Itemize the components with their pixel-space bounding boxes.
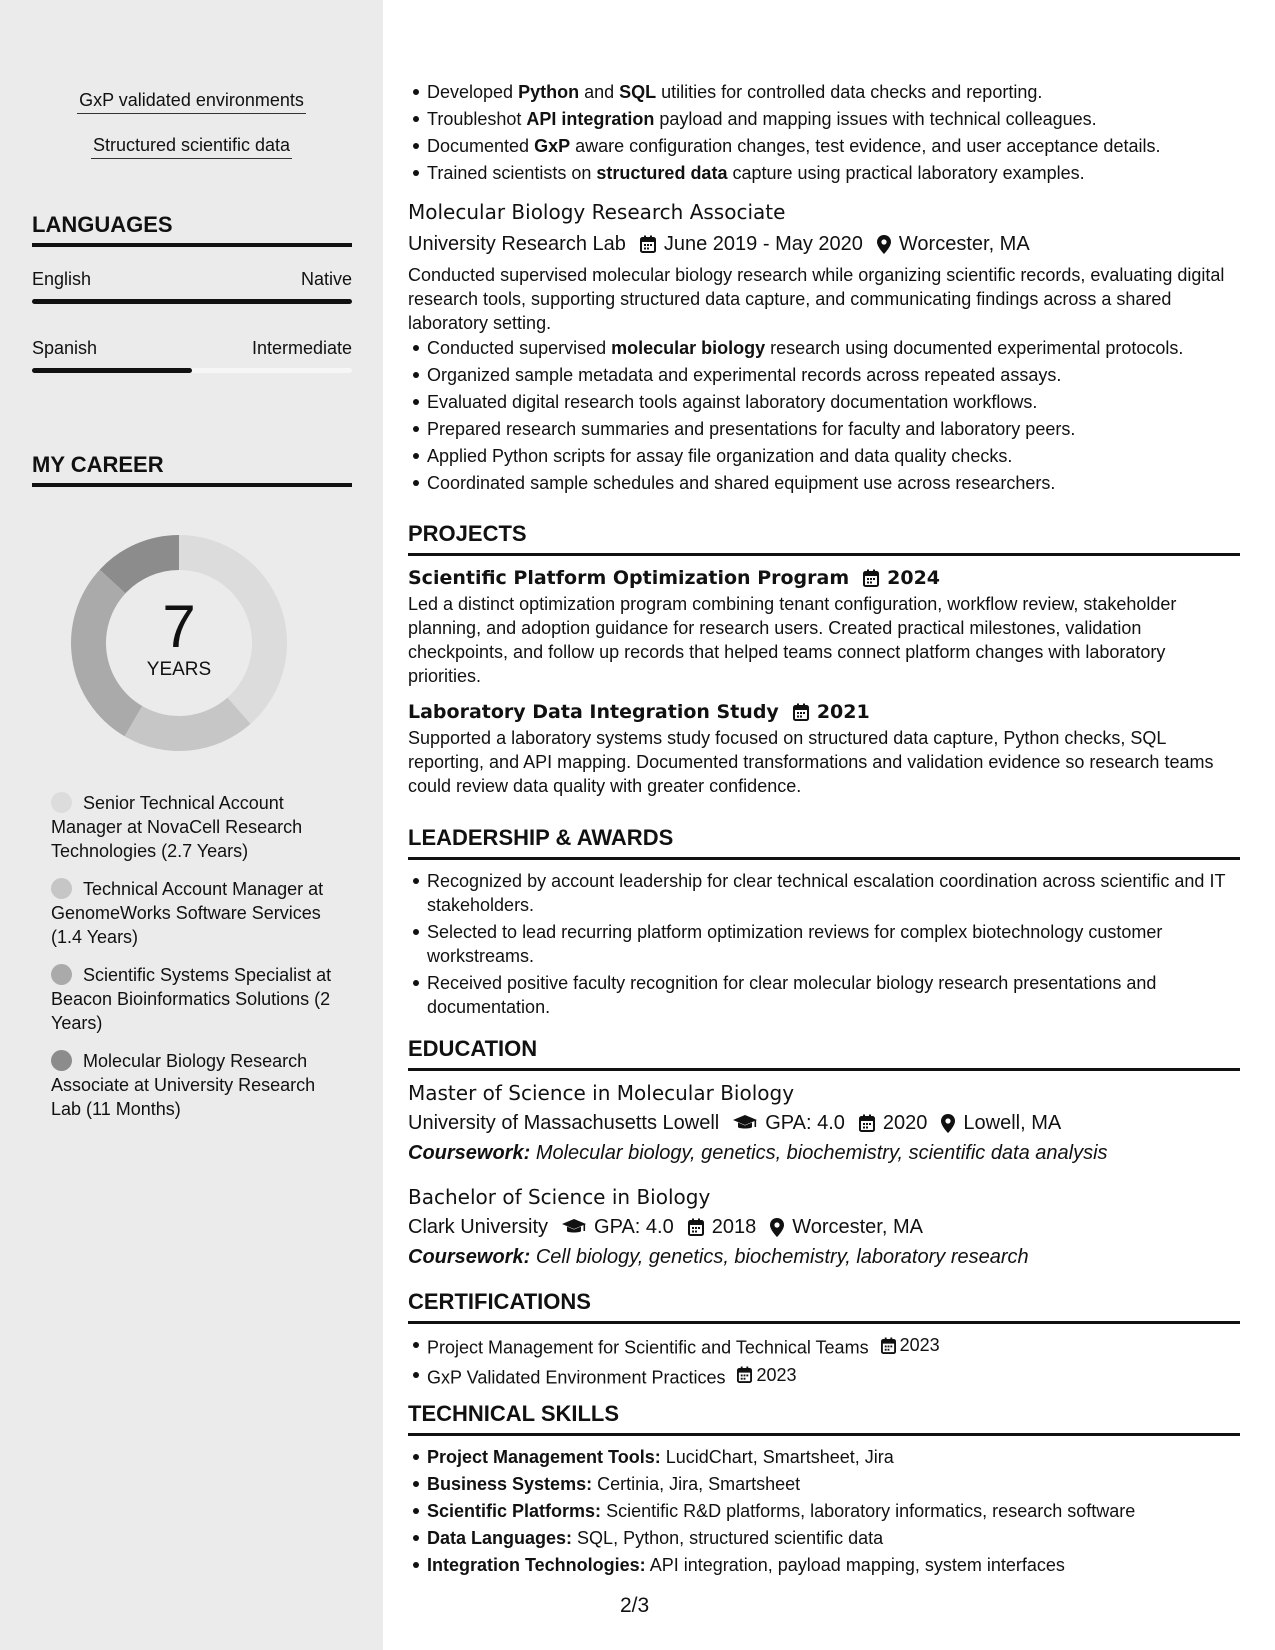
skill-item: Integration Technologies: API integration, payload mapping, system interfaces	[408, 1553, 1240, 1577]
projects-heading: PROJECTS	[408, 520, 1240, 556]
graduation-cap-icon	[733, 1115, 757, 1131]
career-legend-item: Senior Technical Account Manager at NovaCell Research Technologies (2.7 Years)	[51, 793, 303, 861]
graduation-cap-icon	[562, 1219, 586, 1235]
career-legend-item: Molecular Biology Research Associate at University Research Lab (11 Months)	[51, 1051, 316, 1119]
degree-title: Master of Science in Molecular Biology	[408, 1081, 795, 1105]
bullet-item: Trained scientists on structured data capture using practical laboratory examples.	[408, 161, 1240, 185]
bullet-item: Conducted supervised molecular biology research using documented experimental protocols.	[408, 336, 1240, 360]
career-total-years: 7	[162, 593, 196, 660]
legend-dot	[51, 964, 72, 985]
previous-job-bullets	[408, 80, 1240, 185]
language-name: Spanish	[32, 338, 98, 358]
skill-tag: GxP validated environments	[0, 88, 383, 114]
bullet-item: Organized sample metadata and experimental records across repeated assays.	[408, 363, 1240, 387]
legend-dot	[51, 1050, 72, 1071]
bullet-item: Applied Python scripts for assay file organization and data quality checks.	[408, 444, 1240, 468]
bullet-item: Selected to lead recurring platform optimization reviews for complex biotechnology customer workstreams.	[408, 920, 1240, 968]
career-legend-item: Technical Account Manager at GenomeWorks Software Services (1.4 Years)	[51, 879, 324, 947]
graduation-year: 2018	[711, 1216, 757, 1238]
bullet-item: Received positive faculty recognition for clear molecular biology research presentations and documentation.	[408, 971, 1240, 1019]
bullet-item: Developed Python and SQL utilities for controlled data checks and reporting.	[408, 80, 1240, 104]
coursework: Coursework: Cell biology, genetics, biochemistry, laboratory research	[408, 1246, 1029, 1268]
job-company: University Research Lab	[408, 233, 626, 255]
project-title: Laboratory Data Integration Study 2021	[408, 698, 1240, 726]
job-meta	[408, 230, 1240, 258]
job-bullets	[408, 336, 1240, 495]
project-title: Scientific Platform Optimization Program 2024	[408, 564, 1240, 592]
skill-item: Business Systems: Certinia, Jira, Smartsheet	[408, 1472, 1240, 1496]
location-pin-icon	[770, 1218, 784, 1237]
project-year: 2021	[816, 701, 870, 723]
gpa: GPA: 4.0	[765, 1112, 845, 1134]
project-description: Supported a laboratory systems study focused on structured data capture, Python checks, SQL reporting, and API mapping. Documented transformations and validation evidence so research teams could review data quality with greater confidence.	[408, 728, 1214, 796]
gpa: GPA: 4.0	[594, 1216, 674, 1238]
school-name: Clark University	[408, 1216, 549, 1238]
skill-tag: Structured scientific data	[0, 133, 383, 159]
certifications-list	[408, 1333, 1240, 1389]
technical-skills-section	[408, 1400, 1240, 1577]
leadership-bullets	[408, 869, 1240, 1019]
language-proficiency-fill	[32, 299, 352, 304]
languages-heading: LANGUAGES	[32, 211, 352, 247]
skill-item: Data Languages: SQL, Python, structured scientific data	[408, 1526, 1240, 1550]
legend-dot	[51, 878, 72, 899]
language-proficiency-bar	[32, 368, 352, 373]
job-entry	[408, 198, 1240, 495]
language-proficiency-bar	[32, 299, 352, 304]
school-location: Lowell, MA	[963, 1112, 1062, 1134]
project-year: 2024	[887, 567, 941, 589]
language-level: Intermediate	[251, 338, 352, 358]
bullet-item: Troubleshot API integration payload and mapping issues with technical colleagues.	[408, 107, 1240, 131]
language-row	[32, 336, 352, 360]
calendar-icon	[863, 569, 879, 587]
certifications-heading: CERTIFICATIONS	[408, 1288, 1240, 1324]
school-name: University of Massachusetts Lowell	[408, 1112, 720, 1134]
bullet-item: Recognized by account leadership for clear technical escalation coordination across scientific and IT stakeholders.	[408, 869, 1240, 917]
main-content	[408, 0, 1240, 1650]
career-donut-chart	[66, 530, 292, 756]
skill-item: Project Management Tools: LucidChart, Smartsheet, Jira	[408, 1445, 1240, 1469]
calendar-icon	[640, 235, 656, 253]
education-meta	[408, 1109, 1240, 1137]
language-proficiency-fill	[32, 368, 192, 373]
project-description: Led a distinct optimization program combining tenant configuration, workflow review, stakeholder planning, and adoption guidance for research users. Created practical milestones, validation checkpoints, and follow up records that helped teams connect platform changes with laboratory priorities.	[408, 594, 1177, 686]
technical-skills-heading: TECHNICAL SKILLS	[408, 1400, 1240, 1436]
graduation-year: 2020	[882, 1112, 928, 1134]
language-row	[32, 267, 352, 291]
career-total-unit: YEARS	[146, 659, 212, 680]
job-summary: Conducted supervised molecular biology research while organizing scientific records, evaluating digital research tools, supporting structured data capture, and communicating findings across a shared laboratory setting.	[408, 265, 1225, 333]
bullet-item: Documented GxP aware configuration changes, test evidence, and user acceptance details.	[408, 134, 1240, 158]
page-number: 2/3	[620, 1594, 650, 1617]
calendar-icon	[859, 1114, 875, 1132]
coursework: Coursework: Molecular biology, genetics, biochemistry, scientific data analysis	[408, 1142, 1108, 1164]
certification-year: 2023	[899, 1335, 940, 1355]
education-meta	[408, 1213, 1240, 1241]
calendar-icon	[793, 703, 809, 721]
sidebar	[0, 0, 383, 1650]
technical-skills-list	[408, 1445, 1240, 1577]
job-location: Worcester, MA	[898, 233, 1030, 255]
career-legend-item: Scientific Systems Specialist at Beacon Bioinformatics Solutions (2 Years)	[51, 965, 332, 1033]
certification-year: 2023	[756, 1364, 797, 1385]
education-section	[408, 1035, 1240, 1271]
leadership-section	[408, 824, 1240, 1019]
degree-title: Bachelor of Science in Biology	[408, 1185, 711, 1209]
bullet-item: Prepared research summaries and presentations for faculty and laboratory peers.	[408, 417, 1240, 441]
language-name: English	[32, 269, 92, 289]
bullet-item: Evaluated digital research tools against laboratory documentation workflows.	[408, 390, 1240, 414]
certification-item: GxP Validated Environment Practices 2023	[408, 1363, 1240, 1390]
projects-section	[408, 520, 1240, 798]
calendar-icon	[881, 1337, 896, 1354]
school-location: Worcester, MA	[792, 1216, 923, 1238]
education-heading: EDUCATION	[408, 1035, 1240, 1071]
certifications-section	[408, 1288, 1240, 1389]
job-dates: June 2019 - May 2020	[663, 233, 863, 255]
location-pin-icon	[877, 235, 891, 254]
bullet-item: Coordinated sample schedules and shared equipment use across researchers.	[408, 471, 1240, 495]
leadership-heading: LEADERSHIP & AWARDS	[408, 824, 1240, 860]
calendar-icon	[688, 1218, 704, 1236]
location-pin-icon	[941, 1114, 955, 1133]
certification-item: Project Management for Scientific and Technical Teams 2023	[408, 1333, 1240, 1360]
career-heading: MY CAREER	[32, 451, 352, 487]
job-title: Molecular Biology Research Associate	[408, 200, 786, 224]
language-level: Native	[300, 269, 352, 289]
calendar-icon	[737, 1366, 752, 1383]
legend-dot	[51, 792, 72, 813]
skill-item: Scientific Platforms: Scientific R&D platforms, laboratory informatics, research software	[408, 1499, 1240, 1523]
